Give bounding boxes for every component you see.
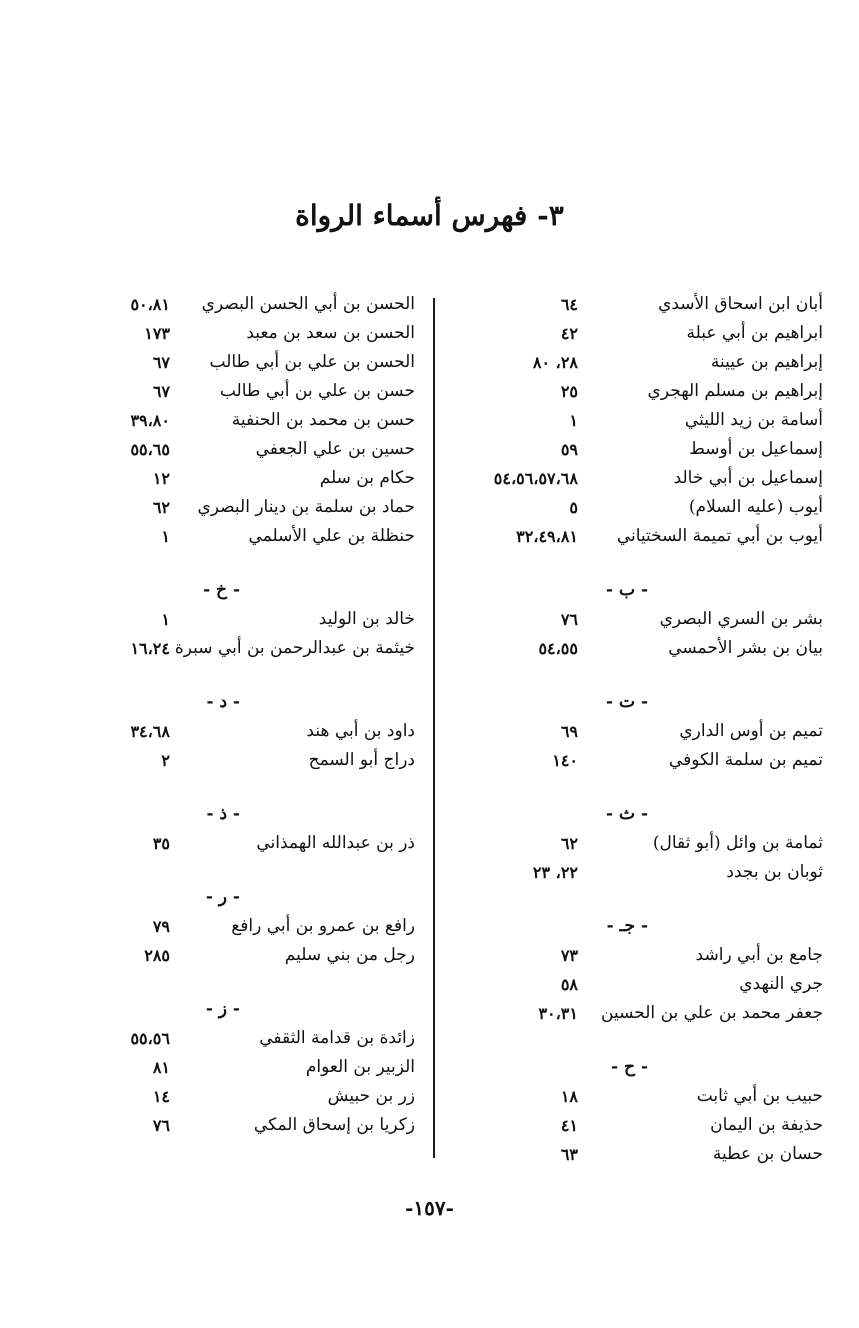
narrator-name: حماد بن سلمة بن دينار البصري [197,497,415,517]
narrator-name: زكريا بن إسحاق المكي [253,1115,415,1135]
page-references: ٦٧ [152,382,170,401]
letter-heading: - د - [206,692,240,712]
letter-heading: - خ - [203,580,240,600]
index-entry [458,493,823,522]
page-title: ٣- فهرس أسماء الرواة [295,199,564,232]
index-entry [50,717,415,746]
page-references: ٥٤،٥٦،٥٧،٦٨ [493,469,578,488]
narrator-name: تميم بن أوس الداري [679,721,823,741]
page-references: ٥٨ [560,975,578,994]
letter-heading: - ز - [205,999,240,1019]
letter-heading: - ذ - [206,804,240,824]
section-spacer [458,1028,823,1052]
page-references: ٥٥،٦٥ [130,440,170,459]
narrator-name: الحسن بن علي بن أبي طالب [209,352,415,372]
narrator-name: حسن بن محمد بن الحنفية [231,410,415,430]
narrator-name: زر بن حبيش [327,1086,415,1106]
index-entry [458,348,823,377]
index-entry [458,319,823,348]
section-spacer [50,858,415,882]
index-entry [458,435,823,464]
narrator-name: رجل من بني سليم [284,945,415,965]
page-references: ٣٥ [152,834,170,853]
index-entry [458,1140,823,1169]
narrator-name: دراج أبو السمح [308,750,415,770]
page-references: ٢ [161,751,170,770]
page-references: ٤١ [560,1116,578,1135]
index-entry [458,999,823,1028]
index-entry [458,406,823,435]
page-references: ٦٧ [152,353,170,372]
narrator-name: جري النهدي [739,974,823,994]
page-references: ١٧٣ [144,324,170,343]
narrator-name: إبراهيم بن عيينة [710,352,823,372]
page-references: ٣٤،٦٨ [130,722,170,741]
letter-heading: - ت - [606,692,648,712]
index-entry [50,1082,415,1111]
narrator-name: حسان بن عطية [712,1144,823,1164]
narrator-name: إبراهيم بن مسلم الهجري [647,381,823,401]
page-references: ١٨ [560,1087,578,1106]
page-references: ٥ [569,498,578,517]
index-entry [50,464,415,493]
index-entry [458,717,823,746]
page-references: ٧٦ [152,1116,170,1135]
narrator-name: خيثمة بن عبدالرحمن بن أبي سبرة [174,638,415,658]
index-entry [458,605,823,634]
page-references: ١ [569,411,578,430]
page-references: ٢٥ [560,382,578,401]
index-entry [458,290,823,319]
index-entry [50,406,415,435]
page-references: ٥٠،٨١ [130,295,170,314]
page-references: ٤٢ [560,324,578,343]
narrator-name: خالد بن الوليد [318,609,415,629]
index-entry [458,464,823,493]
index-entry [50,493,415,522]
index-entry [50,290,415,319]
narrator-name: أسامة بن زيد الليثي [684,410,823,430]
page-references: ١٦،٢٤ [130,639,170,658]
page-references: ١٢ [152,469,170,488]
index-entry [50,348,415,377]
page-references: ٥٩ [560,440,578,459]
index-entry [50,746,415,775]
index-entry [458,377,823,406]
section-spacer [458,887,823,911]
page-number: -١٥٧- [405,1196,454,1220]
index-entry [458,746,823,775]
page-references: ٢٨، ٨٠ [532,353,578,372]
narrator-name: ثمامة بن وائل (أبو ثقال) [652,833,823,853]
index-column-left [50,290,415,1140]
narrator-name: أيوب بن أبي تميمة السختياني [616,526,823,546]
page-references: ١ [161,527,170,546]
narrator-name: حذيفة بن اليمان [710,1115,823,1135]
page-references: ٢٢، ٢٣ [532,863,578,882]
column-divider [433,298,435,1158]
index-entry [50,522,415,551]
index-entry [50,1111,415,1140]
page-references: ١٤ [152,1087,170,1106]
narrator-name: أيوب (عليه السلام) [688,497,823,517]
page-references: ٣٩،٨٠ [130,411,170,430]
index-entry [50,435,415,464]
index-column-right [458,290,823,1169]
letter-heading: - ب - [606,580,648,600]
index-entry [50,1053,415,1082]
page-references: ٨١ [152,1058,170,1077]
index-entry [50,377,415,406]
page-references: ٦٢ [152,498,170,517]
letter-heading: - ث - [606,804,648,824]
narrator-name: جعفر محمد بن علي بن الحسين [601,1003,823,1023]
narrator-name: ثوبان بن بجدد [726,862,823,882]
narrator-name: جامع بن أبي راشد [695,945,823,965]
narrator-name: ذر بن عبدالله الهمذاني [256,833,415,853]
page-references: ٦٢ [560,834,578,853]
section-spacer [458,775,823,799]
index-entry [50,319,415,348]
page-references: ١٤٠ [552,751,578,770]
page-references: ٧٣ [560,946,578,965]
narrator-name: الحسن بن سعد بن معبد [246,323,415,343]
letter-heading: - ر - [205,887,240,907]
index-entry [50,634,415,663]
narrator-name: حكام بن سلم [319,468,415,488]
letter-heading: - ح - [611,1057,648,1077]
narrator-name: بشر بن السري البصري [659,609,823,629]
index-entry [458,829,823,858]
index-entry [458,1111,823,1140]
index-entry [50,829,415,858]
narrator-name: حسين بن علي الجعفي [255,439,415,459]
section-spacer [50,970,415,994]
index-entry [458,941,823,970]
narrator-name: رافع بن عمرو بن أبي رافع [231,916,415,936]
page-references: ٦٩ [560,722,578,741]
index-entry [458,858,823,887]
page-references: ٦٣ [560,1145,578,1164]
page-references: ٦٤ [560,295,578,314]
narrator-name: الزبير بن العوام [305,1057,415,1077]
page-references: ٥٥،٥٦ [130,1029,170,1048]
page-references: ٧٩ [152,917,170,936]
page-references: ١ [161,610,170,629]
index-entry [458,1082,823,1111]
letter-heading: - جـ - [606,916,648,936]
narrator-name: أبان ابن اسحاق الأسدي [658,294,823,314]
page-references: ٥٤،٥٥ [538,639,578,658]
narrator-name: تميم بن سلمة الكوفي [668,750,823,770]
section-spacer [50,663,415,687]
index-entry [458,634,823,663]
index-entry [458,970,823,999]
narrator-name: الحسن بن أبي الحسن البصري [201,294,415,314]
index-entry [458,522,823,551]
narrator-name: حنظلة بن علي الأسلمي [248,526,415,546]
narrator-name: إسماعيل بن أوسط [689,439,823,459]
page-references: ٢٨٥ [144,946,170,965]
narrator-name: إسماعيل بن أبي خالد [673,468,823,488]
section-spacer [50,551,415,575]
narrator-name: بيان بن بشر الأحمسي [668,638,823,658]
page-references: ٣٠،٣١ [538,1004,578,1023]
narrator-name: زائدة بن قدامة الثقفي [259,1028,415,1048]
narrator-name: حسن بن علي بن أبي طالب [219,381,415,401]
narrator-name: داود بن أبي هند [306,721,415,741]
narrator-name: حبيب بن أبي ثابت [696,1086,823,1106]
section-spacer [458,663,823,687]
index-entry [50,1024,415,1053]
section-spacer [458,551,823,575]
narrator-name: ابراهيم بن أبي عبلة [686,323,823,343]
index-entry [50,605,415,634]
page-references: ٧٦ [560,610,578,629]
index-entry [50,912,415,941]
section-spacer [50,775,415,799]
index-entry [50,941,415,970]
page-references: ٣٢،٤٩،٨١ [516,527,578,546]
